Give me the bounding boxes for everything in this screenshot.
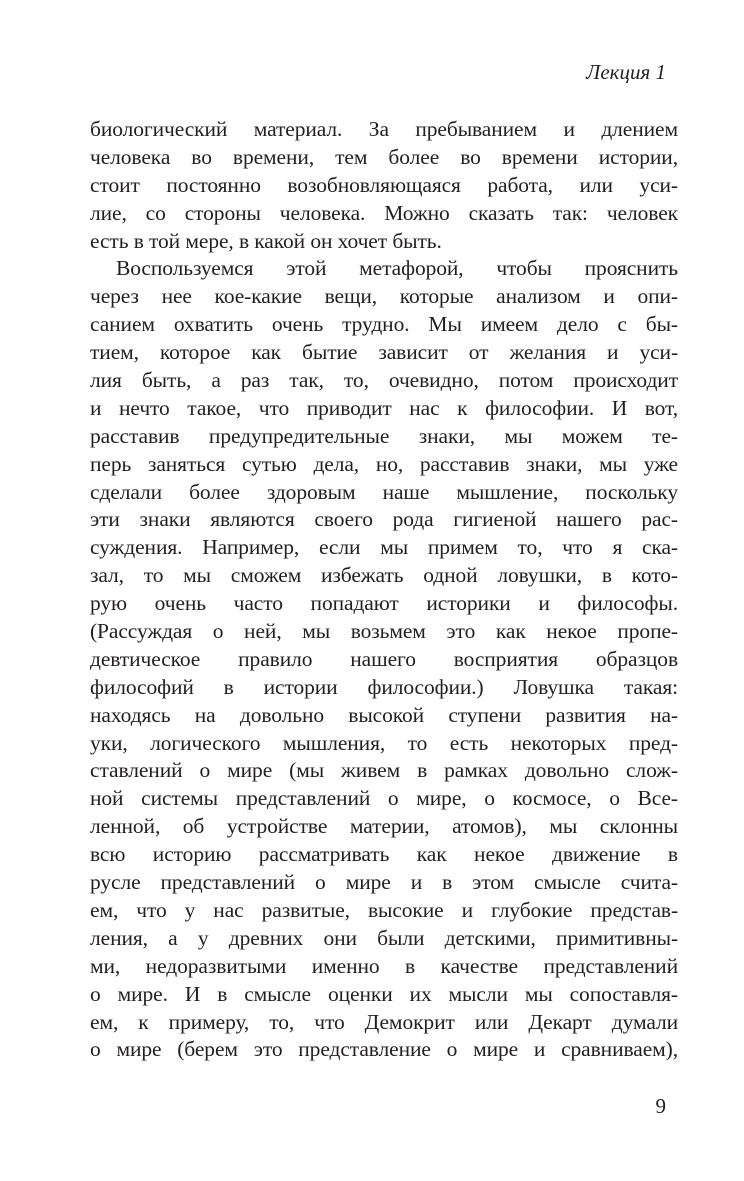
text-line: суждения. Например, если мы примем то, что я ска- — [90, 535, 678, 560]
text-line: ем, к примеру, то, что Демокрит или Декарт думали — [90, 1009, 678, 1034]
text-line: есть в той мере, в какой он хочет быть. — [90, 228, 442, 253]
text-line: о мире (берем это представление о мире и сравниваем), — [90, 1037, 678, 1062]
text-line: всю историю рассматривать как некое движение в — [90, 842, 678, 867]
text-line: биологический материал. За пребыванием и длением — [90, 117, 678, 141]
text-line: о мире. И в смысле оценки их мысли мы сопоставля- — [90, 981, 678, 1006]
text-line: уки, логического мышления, то есть некоторых пред- — [90, 730, 678, 755]
paragraph — [90, 116, 678, 255]
text-line: (Рассуждая о ней, мы возьмем это как некое пропе- — [90, 619, 678, 644]
text-line: стоит постоянно возобновляющаяся работа, или уси- — [90, 172, 678, 197]
body-text — [90, 116, 678, 1064]
text-line: зал, то мы сможем избежать одной ловушки, в кото- — [90, 563, 678, 588]
text-line: расставив предупредительные знаки, мы можем те- — [90, 423, 678, 448]
text-line: перь заняться сутью дела, но, расставив знаки, мы уже — [90, 451, 678, 476]
text-line: ной системы представлений о мире, о космосе, о Все- — [90, 786, 678, 811]
text-line: лие, со стороны человека. Можно сказать так: человек — [90, 200, 678, 225]
text-line: ления, а у древних они были детскими, примитивны- — [90, 925, 678, 950]
text-line: русле представлений о мире и в этом смысле счита- — [90, 870, 678, 895]
text-line: эти знаки являются своего рода гигиеной нашего рас- — [90, 507, 678, 532]
page-number: 9 — [655, 1094, 666, 1118]
text-line: человека во времени, тем более во времени истории, — [90, 144, 678, 169]
text-line: девтическое правило нашего восприятия образцов — [90, 646, 678, 671]
text-line: ми, недоразвитыми именно в качестве представлений — [90, 953, 678, 978]
text-line: и нечто такое, что приводит нас к философии. И вот, — [90, 395, 678, 420]
text-line: рую очень часто попадают историки и философы. — [90, 591, 678, 616]
text-line: находясь на довольно высокой ступени развития на- — [90, 702, 678, 727]
text-line: сделали более здоровым наше мышление, поскольку — [90, 479, 678, 504]
text-line: ставлений о мире (мы живем в рамках довольно слож- — [90, 758, 678, 783]
text-line: санием охватить очень трудно. Мы имеем дело с бы- — [90, 312, 678, 337]
text-line: ем, что у нас развитые, высокие и глубокие представ- — [90, 897, 678, 922]
text-line: лия быть, а раз так, то, очевидно, потом происходит — [90, 368, 678, 393]
text-line: ленной, об устройстве материи, атомов), мы склонны — [90, 814, 678, 839]
text-line: Воспользуемся этой метафорой, чтобы прояснить — [116, 256, 678, 281]
text-line: через нее кое-какие вещи, которые анализом и опи- — [90, 284, 678, 309]
paragraph — [90, 255, 678, 1064]
running-head: Лекция 1 — [586, 60, 666, 84]
text-line: тием, которое как бытие зависит от желания и уси- — [90, 340, 678, 365]
text-line: философий в истории философии.) Ловушка такая: — [90, 674, 678, 699]
